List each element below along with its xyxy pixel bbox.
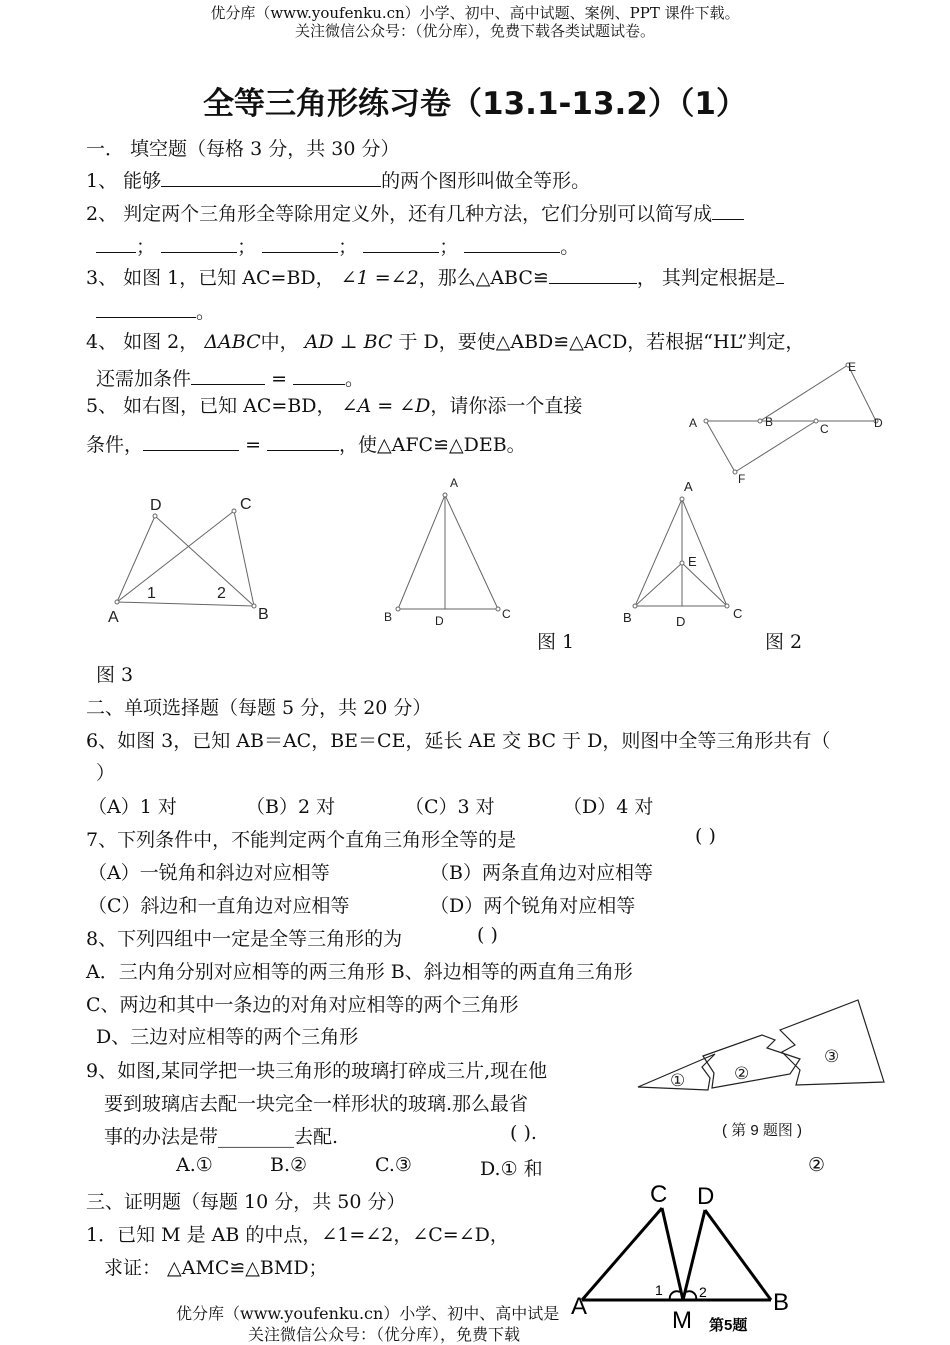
- q2-sep: ；: [237, 236, 257, 258]
- proof-question-1: 1．已知 M 是 AB 的中点，∠1=∠2，∠C=∠D，: [86, 1224, 509, 1246]
- question-6-close: ）: [96, 762, 116, 784]
- fig3-label-b: B: [623, 610, 632, 625]
- q7-option-b: （B）两条直角边对应相等: [430, 862, 653, 884]
- q3-angle-condition: ∠1 =∠2: [340, 267, 419, 289]
- q5-blank-1[interactable]: [143, 432, 239, 451]
- proof-fig-angle-1: 1: [655, 1282, 663, 1298]
- q4-equals: =: [271, 368, 287, 390]
- fig5-label-c: C: [820, 422, 829, 436]
- question-9-line-3: 事的办法是带________去配.: [104, 1126, 339, 1148]
- q4-blank-1[interactable]: [191, 366, 265, 385]
- fig5-label-f: F: [738, 472, 746, 486]
- q9-option-b: B.②: [270, 1154, 308, 1176]
- figure-q9: [630, 990, 890, 1100]
- q4-blank-2[interactable]: [293, 366, 345, 385]
- q2-blank-4[interactable]: [363, 234, 439, 253]
- figure-caption-3: 图 3: [96, 664, 134, 686]
- section2-heading: 二、单项选择题（每题 5 分，共 20 分）: [86, 697, 432, 719]
- q5-angle-condition: ∠A = ∠D: [341, 395, 431, 417]
- question-5: [86, 391, 582, 418]
- q2-blank-3[interactable]: [262, 234, 338, 253]
- question-5-cont: [86, 430, 526, 457]
- q5-text-d: ，使△AFC≌△DEB。: [339, 434, 526, 456]
- q2-blank-5[interactable]: [464, 234, 560, 253]
- question-9-line-2: 要到玻璃店去配一块完全一样形状的玻璃.那么最省: [104, 1093, 529, 1115]
- proof-fig-label-a: A: [571, 1293, 588, 1320]
- fig1-label-a: A: [108, 609, 119, 626]
- q8-answer-paren: ( ): [477, 924, 498, 946]
- figure-proof-1: [565, 1178, 795, 1342]
- fig3-label-d: D: [676, 614, 686, 629]
- proof-fig-label-c: C: [650, 1181, 668, 1208]
- fig2-label-b: B: [384, 610, 393, 624]
- q5-blank-2[interactable]: [267, 432, 339, 451]
- proof-fig-caption: 第5题: [709, 1317, 748, 1334]
- question-6: 6、如图 3，已知 AB＝AC，BE＝CE，延长 AE 交 BC 于 D，则图中全等三角形共有（: [86, 730, 831, 752]
- q5-text-a: 5、 如右图，已知 AC=BD，: [86, 395, 336, 417]
- q6-option-c: （C）3 对: [405, 796, 495, 818]
- figure-2: [380, 470, 520, 635]
- figure-caption-1: 图 1: [537, 631, 575, 653]
- q6-option-b: （B）2 对: [246, 796, 336, 818]
- section3-heading: 三、证明题（每题 10 分，共 50 分）: [86, 1191, 406, 1213]
- q9-figure-caption: ( 第 9 题图 ): [722, 1122, 803, 1139]
- q9-piece-1: ①: [670, 1071, 686, 1090]
- q9-option-d: D.① 和: [480, 1158, 543, 1180]
- q2-blank-1[interactable]: [96, 234, 136, 253]
- q2-sep: ；: [338, 236, 358, 258]
- q3-blank-2b[interactable]: [96, 299, 196, 318]
- q2-sep: ；: [439, 236, 459, 258]
- fig2-label-c: C: [502, 607, 511, 621]
- q4-text-c: 于 D，要使△ABD≌△ACD，若根据“HL”判定，: [398, 331, 805, 353]
- page-title: 全等三角形练习卷（13.1-13.2）（1）: [203, 86, 747, 122]
- q4-end: 。: [345, 368, 365, 390]
- question-2: [86, 199, 744, 226]
- q2-blank-2[interactable]: [161, 234, 237, 253]
- q2-text-a: 2、 判定两个三角形全等除用定义外，还有几种方法，它们分别可以简写成: [86, 203, 713, 225]
- q5-text-b: ，请你添一个直接: [430, 395, 583, 417]
- q7-option-a: （A）一锐角和斜边对应相等: [88, 862, 330, 884]
- fig5-label-e: E: [848, 360, 857, 374]
- q1-text-a: 1、 能够: [86, 170, 162, 192]
- question-7: 7、下列条件中，不能判定两个直角三角形全等的是: [86, 829, 517, 851]
- question-4-cont: [96, 364, 364, 391]
- fig1-angle-1: 1: [147, 585, 156, 602]
- proof-question-1-goal: 求证： △AMC≌△BMD；: [104, 1257, 328, 1279]
- fig2-label-d: D: [435, 614, 444, 628]
- fig3-label-c: C: [733, 606, 743, 621]
- q9-option-a: A.①: [176, 1154, 213, 1176]
- q3-end: 。: [196, 301, 216, 323]
- proof-fig-angle-2: 2: [699, 1284, 707, 1300]
- question-1: [86, 166, 590, 193]
- footer-line-1: 优分库（www.youfenku.cn）小学、初中、高中试是: [176, 1304, 560, 1323]
- q8-option-c: C、两边和其中一条边的对角对应相等的两个三角形: [86, 994, 519, 1016]
- q9-piece-3: ③: [824, 1047, 840, 1066]
- question-3: [86, 263, 784, 290]
- q7-option-d: （D）两个锐角对应相等: [430, 895, 636, 917]
- q1-blank[interactable]: [161, 168, 381, 187]
- q7-answer-paren: ( ): [695, 825, 716, 847]
- q4-text-d: 还需加条件: [96, 368, 192, 390]
- q8-option-ab: A．三内角分别对应相等的两三角形 B、斜边相等的两直角三角形: [86, 961, 633, 983]
- question-4: [86, 327, 804, 354]
- figure-1: [100, 490, 290, 630]
- header-line-1: 优分库（www.youfenku.cn）小学、初中、高中试题、案例、PPT 课件下载。: [210, 4, 740, 22]
- q6-option-d: （D）4 对: [563, 796, 654, 818]
- q9-option-d-part2: ②: [808, 1154, 826, 1176]
- fig2-label-a: A: [450, 476, 459, 490]
- fig5-label-b: B: [765, 415, 774, 429]
- q3-text-c: ， 其判定根据是: [636, 267, 776, 289]
- q3-blank-2a[interactable]: [776, 265, 784, 284]
- q2-sep: ；: [136, 236, 156, 258]
- header-line-2: 关注微信公众号：（优分库），免费下载各类试题试卷。: [294, 22, 655, 40]
- question-3-cont: [96, 297, 215, 324]
- q1-text-b: 的两个图形叫做全等形。: [381, 170, 591, 192]
- footer-line-2: 关注微信公众号：（优分库），免费下载: [248, 1325, 521, 1344]
- proof-fig-label-m: M: [672, 1307, 692, 1334]
- section1-heading: 一． 填空题（每格 3 分，共 30 分）: [86, 138, 400, 160]
- figure-caption-2: 图 2: [765, 631, 803, 653]
- q2-end: 。: [560, 236, 580, 258]
- proof-fig-label-b: B: [773, 1289, 790, 1316]
- q4-text-a: 4、 如图 2，: [86, 331, 199, 353]
- q9-option-c: C.③: [375, 1154, 412, 1176]
- fig3-label-e: E: [688, 554, 697, 569]
- q4-triangle: ΔABC: [204, 331, 261, 353]
- q5-equals: =: [245, 434, 261, 456]
- q8-option-d: D、三边对应相等的两个三角形: [96, 1026, 359, 1048]
- q3-text-a: 3、 如图 1，已知 AC=BD，: [86, 267, 335, 289]
- question-9: 9、如图,某同学把一块三角形的玻璃打碎成三片,现在他: [86, 1060, 548, 1082]
- fig1-label-b: B: [258, 606, 269, 623]
- fig1-label-c: C: [240, 496, 252, 513]
- question-8: 8、下列四组中一定是全等三角形的为: [86, 928, 403, 950]
- q5-text-c: 条件，: [86, 434, 144, 456]
- q6-option-a: （A）1 对: [88, 796, 177, 818]
- q7-option-c: （C）斜边和一直角边对应相等: [88, 895, 350, 917]
- fig1-angle-2: 2: [217, 585, 226, 602]
- figure-3: [615, 470, 755, 635]
- proof-fig-label-d: D: [697, 1183, 715, 1210]
- fig1-label-d: D: [150, 497, 162, 514]
- question-2-blanks: [96, 232, 579, 259]
- fig5-label-d: D: [874, 416, 883, 430]
- q3-blank-1[interactable]: [549, 265, 637, 284]
- q4-perpendicular: AD ⊥ BC: [304, 331, 393, 353]
- q9-piece-2: ②: [734, 1064, 750, 1083]
- q4-text-b: 中，: [260, 331, 299, 353]
- fig3-label-a: A: [684, 479, 693, 494]
- figure-q5: [680, 355, 890, 485]
- q9-answer-paren: ( ).: [510, 1122, 537, 1144]
- q3-text-b: ，那么△ABC≌: [418, 267, 549, 289]
- q2-blank-0[interactable]: [712, 201, 744, 220]
- fig5-label-a: A: [689, 416, 698, 430]
